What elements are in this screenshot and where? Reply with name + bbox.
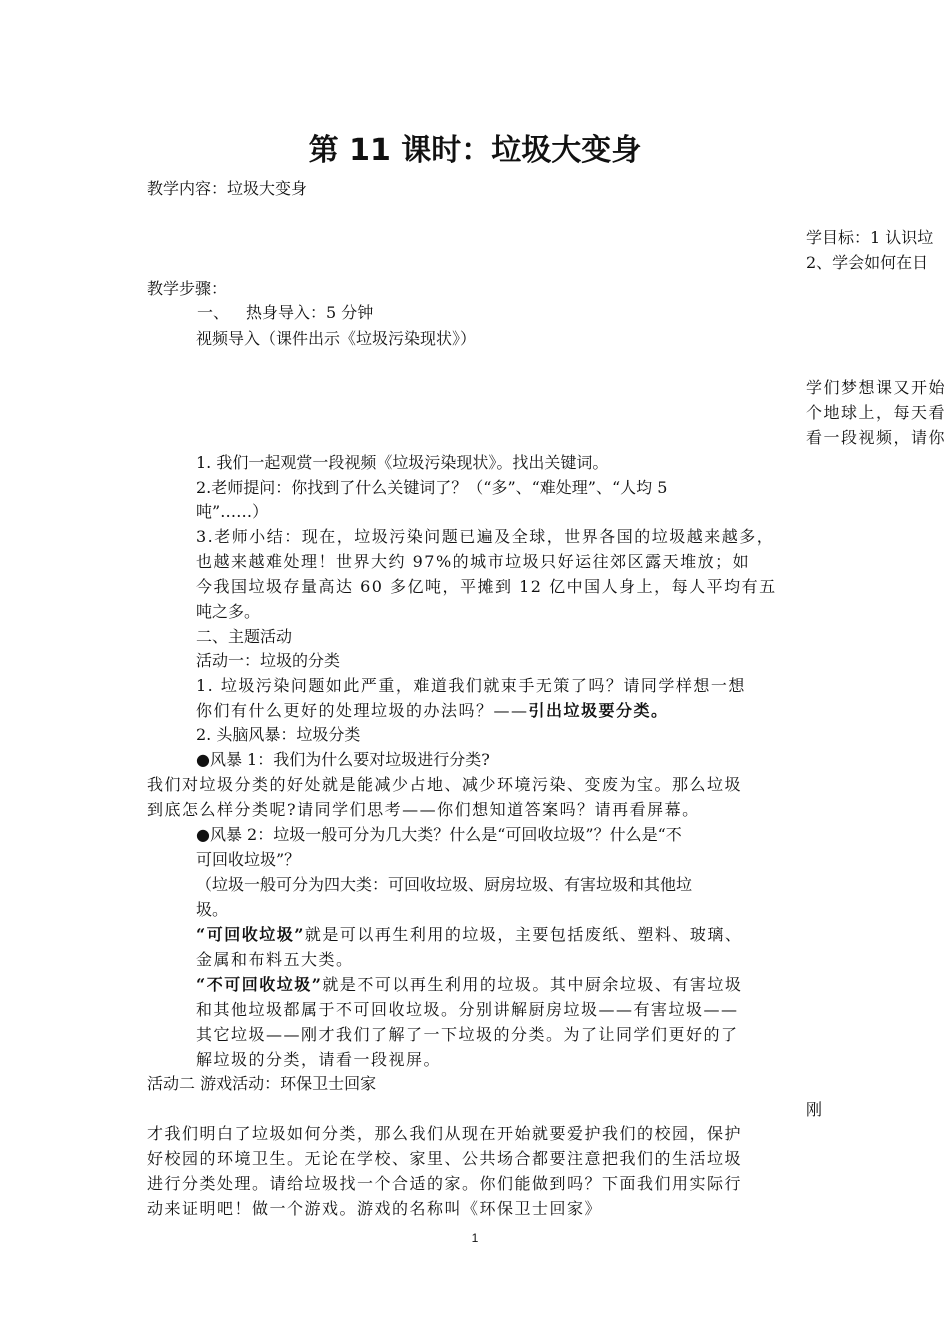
- recyclable-line-2: 金属和布料五大类。: [196, 950, 354, 969]
- paragraph-2-line-2: 吨”……）: [196, 502, 269, 521]
- section-2-heading: 二、主题活动: [196, 627, 293, 646]
- right-fragment-gang: 刚: [806, 1100, 823, 1119]
- question-1-line-1: 1. 垃圾污染问题如此严重，难道我们就束手无策了吗？请同学样想一想: [196, 676, 746, 695]
- non-recyclable-line-3: 其它垃圾——刚才我们了解了一下垃圾的分类。为了让同学们更好的了: [196, 1025, 739, 1044]
- question-1-bold: 引出垃圾要分类。: [528, 701, 669, 720]
- storm-2-line-1: ●风暴 2：垃圾一般可分为几大类？什么是“可回收垃圾”？什么是“不: [196, 825, 682, 844]
- non-recyclable-term: “不可回收垃圾”: [196, 975, 323, 994]
- paragraph-2-line-1: 2.老师提问：你找到了什么关键词了？（“多”、“难处理”、“人均 5: [196, 478, 668, 497]
- activity-1-heading: 活动一：垃圾的分类: [196, 651, 341, 670]
- paragraph-3-line-4: 吨之多。: [196, 602, 261, 621]
- teaching-goal-line-2: 2、学会如何在日: [806, 253, 929, 272]
- game-paragraph-line-4: 动来证明吧！做一个游戏。游戏的名称叫《环保卫士回家》: [147, 1199, 603, 1218]
- paragraph-3-line-2: 也越来越难处理！世界大约 97%的城市垃圾只好运往郊区露天堆放；如: [196, 552, 751, 571]
- paragraph-1: 1. 我们一起观赏一段视频《垃圾污染现状》。找出关键词。: [196, 453, 609, 472]
- recyclable-definition: 就是可以再生利用的垃圾，主要包括废纸、塑料、玻璃、: [304, 925, 743, 944]
- teaching-content: 教学内容：垃圾大变身: [147, 179, 308, 198]
- section-1-number: 一、: [197, 303, 230, 322]
- paragraph-3-line-1: 3.老师小结：现在，垃圾污染问题已遍及全球，世界各国的垃圾越来越多，: [196, 527, 775, 546]
- non-recyclable-definition: 就是不可以再生利用的垃圾。其中厨余垃圾、有害垃圾: [322, 975, 743, 994]
- page-title: 第 11 课时：垃圾大变身: [308, 133, 642, 168]
- non-recyclable-line-1: [196, 975, 742, 995]
- teaching-steps-heading: 教学步骤：: [147, 279, 228, 298]
- storm-1: ●风暴 1：我们为什么要对垃圾进行分类?: [196, 750, 490, 769]
- brainstorm-heading: 2. 头脑风暴：垃圾分类: [196, 725, 361, 744]
- right-fragment-2: 个地球上，每天看: [806, 403, 947, 422]
- four-types-line-2: 圾。: [196, 900, 229, 919]
- question-1-text: 你们有什么更好的处理垃圾的办法吗？——: [196, 701, 529, 720]
- section-1-heading: 热身导入：5 分钟: [246, 303, 374, 322]
- video-intro: 视频导入（课件出示《垃圾污染现状》）: [196, 329, 477, 348]
- game-paragraph-line-2: 好校园的环境卫生。无论在学校、家里、公共场合都要注意把我们的生活垃圾: [147, 1149, 743, 1168]
- answer-1-line-1: 我们对垃圾分类的好处就是能减少占地、减少环境污染、变废为宝。那么垃圾: [147, 775, 743, 794]
- right-fragment-1: 学们梦想课又开始: [806, 378, 947, 397]
- right-fragment-3: 看一段视频，请你: [806, 428, 947, 447]
- page-number: 1: [471, 1231, 479, 1245]
- four-types-line-1: （垃圾一般可分为四大类：可回收垃圾、厨房垃圾、有害垃圾和其他垃: [196, 875, 693, 894]
- recyclable-term: “可回收垃圾”: [196, 925, 305, 944]
- recyclable-line-1: [196, 925, 742, 945]
- answer-1-line-2: 到底怎么样分类呢?请同学们思考——你们想知道答案吗？请再看屏幕。: [147, 800, 700, 819]
- question-1-line-2: [196, 701, 669, 721]
- non-recyclable-line-4: 解垃圾的分类，请看一段视屏。: [196, 1050, 442, 1069]
- teaching-goal-line-1: 学目标：1 认识垃: [806, 228, 934, 247]
- game-paragraph-line-3: 进行分类处理。请给垃圾找一个合适的家。你们能做到吗？下面我们用实际行: [147, 1174, 743, 1193]
- activity-2-heading: 活动二 游戏活动：环保卫士回家: [147, 1074, 377, 1093]
- game-paragraph-line-1: 才我们明白了垃圾如何分类，那么我们从现在开始就要爱护我们的校园，保护: [147, 1124, 743, 1143]
- non-recyclable-line-2: 和其他垃圾都属于不可回收垃圾。分别讲解厨房垃圾——有害垃圾——: [196, 1000, 739, 1019]
- paragraph-3-line-3: 今我国垃圾存量高达 60 多亿吨，平摊到 12 亿中国人身上，每人平均有五: [196, 577, 777, 596]
- storm-2-line-2: 可回收垃圾”？: [196, 850, 301, 869]
